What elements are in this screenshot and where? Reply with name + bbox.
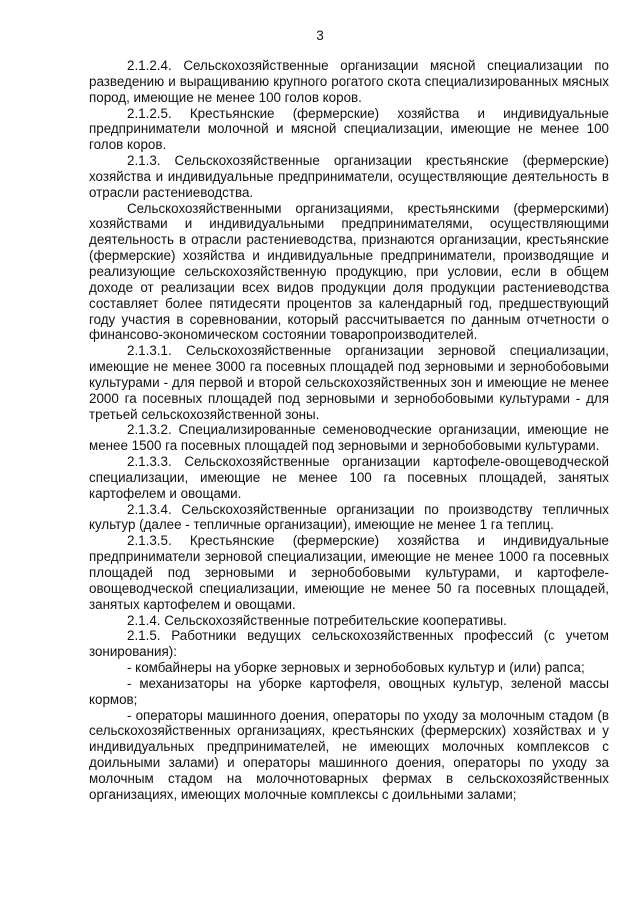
document-body: [89, 58, 609, 803]
paragraph-2-1-2-4: 2.1.2.4. Сельскохозяйственные организации мясной специализации по разведению и выращиванию крупного рогатого скота специализированных мясных пород, имеющие не менее 100 голов коров.: [89, 58, 609, 105]
paragraph-crop-definition: Сельскохозяйственными организациями, крестьянскими (фермерскими) хозяйствами и индивидуальными предпринимателями, осуществляющими деятельность в отрасли растениеводства, признаются организации, крестьянские (фермерские) хозяйства и индивидуальные предприниматели, производящие и реализующие сельскохозяйственную продукцию, при условии, если в общем доходе от реализации всех видов продукции доля продукции растениеводства составляет более пятидесяти процентов за календарный год, предшествующий году участия в соревновании, который рассчитывается по данным отчетности о финансово-экономическом состоянии товаропроизводителей.: [89, 200, 609, 343]
paragraph-2-1-3: 2.1.3. Сельскохозяйственные организации крестьянские (фермерские) хозяйства и индивидуальные предприниматели, осуществляющие деятельность в отрасли растениеводства.: [89, 153, 609, 200]
paragraph-2-1-3-1: 2.1.3.1. Сельскохозяйственные организации зерновой специализации, имеющие не менее 3000 га посевных площадей под зерновыми и зернобобовыми культурами - для первой и второй сельскохозяйственных зон и имеющие не менее 2000 га посевных площадей под зерновыми и зернобобовыми культурами - для третьей сельскохозяйственной зоны.: [89, 343, 609, 422]
paragraph-2-1-4: 2.1.4. Сельскохозяйственные потребительские кооперативы.: [127, 612, 507, 628]
paragraph-2-1-2-5: 2.1.2.5. Крестьянские (фермерские) хозяйства и индивидуальные предприниматели молочной и мясной специализации, имеющие не менее 100 голов коров.: [89, 105, 609, 153]
page-number: 3: [316, 28, 324, 43]
paragraph-2-1-3-4: 2.1.3.4. Сельскохозяйственные организации по производству тепличных культур (далее - тепличные организации), имеющие не менее 1 га теплиц.: [89, 501, 609, 533]
list-item-combine-operators: - комбайнеры на уборке зерновых и зернобобовых культур и (или) рапса;: [127, 660, 585, 676]
paragraph-2-1-5: 2.1.5. Работники ведущих сельскохозяйственных профессий (с учетом зонирования):: [89, 628, 609, 660]
list-item-milking-operators: - операторы машинного доения, операторы по уходу за молочным стадом (в сельскохозяйственных организациях, крестьянских (фермерских) хозяйствах и у индивидуальных предпринимателей, не имеющих молочных комплексов с доильными залами) и операторы машинного доения, операторы по уходу за молочным стадом на молочнотоварных фермах в сельскохозяйственных организациях, имеющих молочные комплексы с доильными залами;: [89, 707, 609, 802]
paragraph-2-1-3-3: 2.1.3.3. Сельскохозяйственные организации картофеле-овощеводческой специализации, имеющие не менее 100 га посевных площадей, занятых картофелем и овощами.: [89, 454, 609, 501]
paragraph-2-1-3-2: 2.1.3.2. Специализированные семеноводческие организации, имеющие не менее 1500 га посевных площадей под зерновыми и зернобобовыми культурами.: [89, 422, 609, 454]
paragraph-2-1-3-5: 2.1.3.5. Крестьянские (фермерские) хозяйства и индивидуальные предприниматели зерновой специализации, имеющие не менее 1000 га посевных площадей под зерновыми и зернобобовыми культурами, и картофеле-овощеводческой специализации, имеющие не менее 50 га посевных площадей, занятых картофелем и овощами.: [89, 533, 609, 612]
list-item-machine-operators: - механизаторы на уборке картофеля, овощных культур, зеленой массы кормов;: [89, 675, 609, 707]
